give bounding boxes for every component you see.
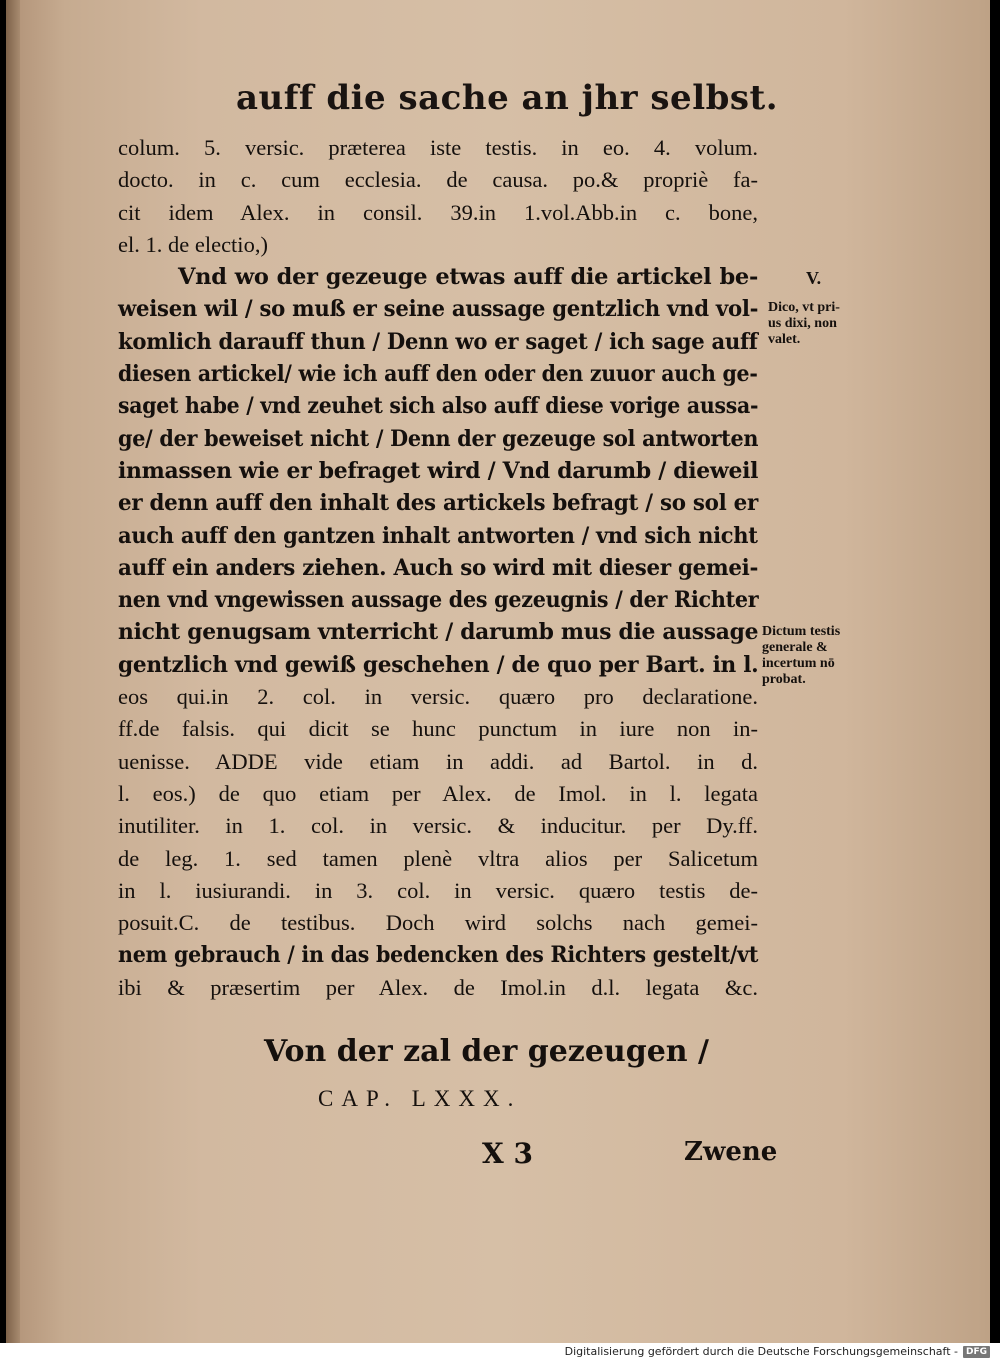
- signature-mark: X 3: [482, 1137, 533, 1170]
- margin-note-line: V.: [806, 268, 822, 288]
- book-page: [6, 0, 990, 1343]
- text-line: auch auff den gantzen inhalt antworten / vnd sich nicht: [118, 522, 758, 549]
- text-line: nicht genugsam vnterricht / darumb mus die aussage: [118, 619, 759, 646]
- text-line: cit idem Alex. in consil. 39.in 1.vol.Abb.in c. bone,: [118, 199, 758, 225]
- footer-text: Digitalisierung gefördert durch die Deutsche Forschungsgemeinschaft -: [564, 1345, 958, 1358]
- text-line: inutiliter. in 1. col. in versic. & inducitur. per Dy.ff.: [118, 813, 758, 839]
- text-line: ibi & præsertim per Alex. de Imol.in d.l. legata &c.: [118, 974, 758, 1000]
- text-line: uenisse. ADDE vide etiam in addi. ad Bartol. in d.: [118, 748, 758, 774]
- text-line: el. 1. de electio,): [118, 231, 268, 257]
- text-line: l. eos.) de quo etiam per Alex. de Imol. in l. legata: [118, 780, 758, 806]
- text-line: er denn auff den inhalt des artickels befragt / so sol er: [118, 490, 758, 517]
- text-line: colum. 5. versic. præterea iste testis. in eo. 4. volum.: [118, 135, 758, 160]
- margin-note-line: probat.: [762, 672, 806, 687]
- text-line: gentzlich vnd gewiß geschehen / de quo per Bart. in l.: [118, 651, 759, 678]
- page-binding-edge: [6, 0, 20, 1343]
- text-line: saget habe / vnd zeuhet sich also auff diese vorige aussa-: [118, 393, 759, 420]
- digitization-footer: [561, 1343, 994, 1361]
- margin-note-dico: [768, 300, 840, 348]
- margin-note-line: incertum nō: [762, 656, 835, 671]
- running-head: auff die sache an jhr selbst.: [236, 78, 779, 118]
- margin-note-dictum: [762, 624, 840, 688]
- margin-note-line: valet.: [768, 332, 801, 347]
- text-line: ff.de falsis. qui dicit se hunc punctum in iure non in-: [118, 716, 758, 742]
- chapter-label: CAP. LXXX.: [318, 1086, 522, 1111]
- margin-note-section-number: [806, 270, 821, 286]
- section-title: Von der zal der gezeugen /: [264, 1034, 710, 1069]
- dfg-logo-icon: DFG: [963, 1346, 990, 1358]
- text-line: inmassen wie er befraget wird / Vnd darumb / dieweil: [118, 457, 759, 484]
- text-line: diesen artickel/ wie ich auff den oder den zuuor auch ge-: [118, 361, 758, 388]
- text-line: in l. iusiurandi. in 3. col. in versic. quæro testis de-: [118, 877, 758, 903]
- body-text: [118, 132, 758, 1004]
- margin-note-line: Dico, vt pri-: [768, 300, 840, 315]
- text-line: docto. in c. cum ecclesia. de causa. po.& propriè fa-: [118, 167, 758, 193]
- text-line: weisen wil / so muß er seine aussage gentzlich vnd vol-: [118, 296, 759, 323]
- margin-note-line: us dixi, non: [768, 316, 837, 331]
- text-line: ge/ der beweiset nicht / Denn der gezeuge sol antworten: [118, 425, 759, 452]
- text-line: Vnd wo der gezeuge etwas auff die artickel be-: [178, 264, 758, 291]
- text-line: nen vnd vngewissen aussage des gezeugnis / der Richter: [118, 587, 759, 614]
- text-line: komlich darauff thun / Denn wo er saget / ich sage auff: [118, 328, 758, 355]
- text-line: auff ein anders ziehen. Auch so wird mit dieser gemei-: [118, 554, 759, 581]
- margin-note-line: Dictum testis: [762, 624, 841, 639]
- text-line: eos qui.in 2. col. in versic. quæro pro declaratione.: [118, 684, 758, 710]
- text-line: de leg. 1. sed tamen plenè vltra alios per Salicetum: [118, 845, 758, 871]
- text-line: nem gebrauch / in das bedencken des Richters gestelt/vt: [118, 942, 759, 969]
- text-line: posuit.C. de testibus. Doch wird solchs nach gemei-: [118, 910, 758, 936]
- catchword: Zwene: [684, 1137, 778, 1167]
- margin-note-line: generale &: [762, 640, 828, 655]
